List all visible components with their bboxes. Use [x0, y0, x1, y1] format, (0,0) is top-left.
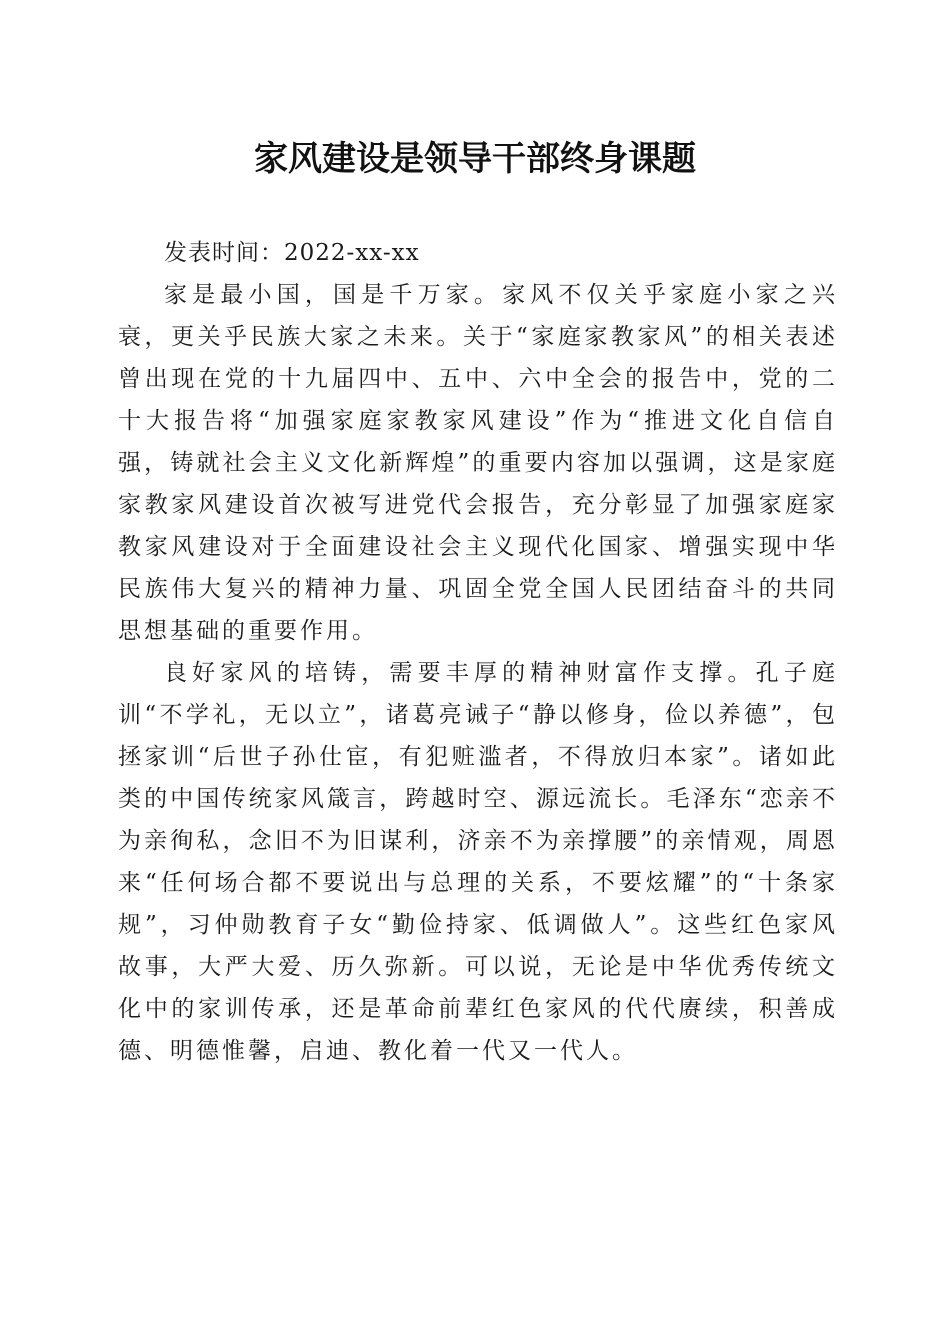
paragraph-2: 良好家风的培铸，需要丰厚的精神财富作支撑。孔子庭训“不学礼，无以立”，诸葛亮诫子“静以修身，俭以养德”，包拯家训“后世子孙仕宦，有犯赃滥者，不得放归本家”。诸如此类的中国传统家风箴言，跨越时空、源远流长。毛泽东“恋亲不为亲徇私，念旧不为旧谋利，济亲不为亲撑腰”的亲情观，周恩来“任何场合都不要说出与总理的关系，不要炫耀”的“十条家规”，习仲勋教育子女“勤俭持家、低调做人”。这些红色家风故事，大严大爱、历久弥新。可以说，无论是中华优秀传统文化中的家训传承，还是革命前辈红色家风的代代赓续，积善成德、明德惟馨，启迪、教化着一代又一代人。: [118, 660, 838, 1064]
publish-time-label: 发表时间：: [164, 240, 284, 266]
document-title: 家风建设是领导干部终身课题: [254, 139, 696, 179]
publish-time-line: [118, 232, 838, 274]
document-body: [118, 232, 838, 1072]
paragraph-1: 家是最小国，国是千万家。家风不仅关乎家庭小家之兴衰，更关乎民族大家之未来。关于“家庭家教家风”的相关表述曾出现在党的十九届四中、五中、六中全会的报告中，党的二十大报告将“加强家庭家教家风建设”作为“推进文化自信自强，铸就社会主义文化新辉煌”的重要内容加以强调，这是家庭家教家风建设首次被写进党代会报告，充分彰显了加强家庭家教家风建设对于全面建设社会主义现代化国家、增强实现中华民族伟大复兴的精神力量、巩固全党全国人民团结奋斗的共同思想基础的重要作用。: [118, 282, 838, 644]
publish-time-value: 2022-xx-xx: [284, 240, 420, 266]
